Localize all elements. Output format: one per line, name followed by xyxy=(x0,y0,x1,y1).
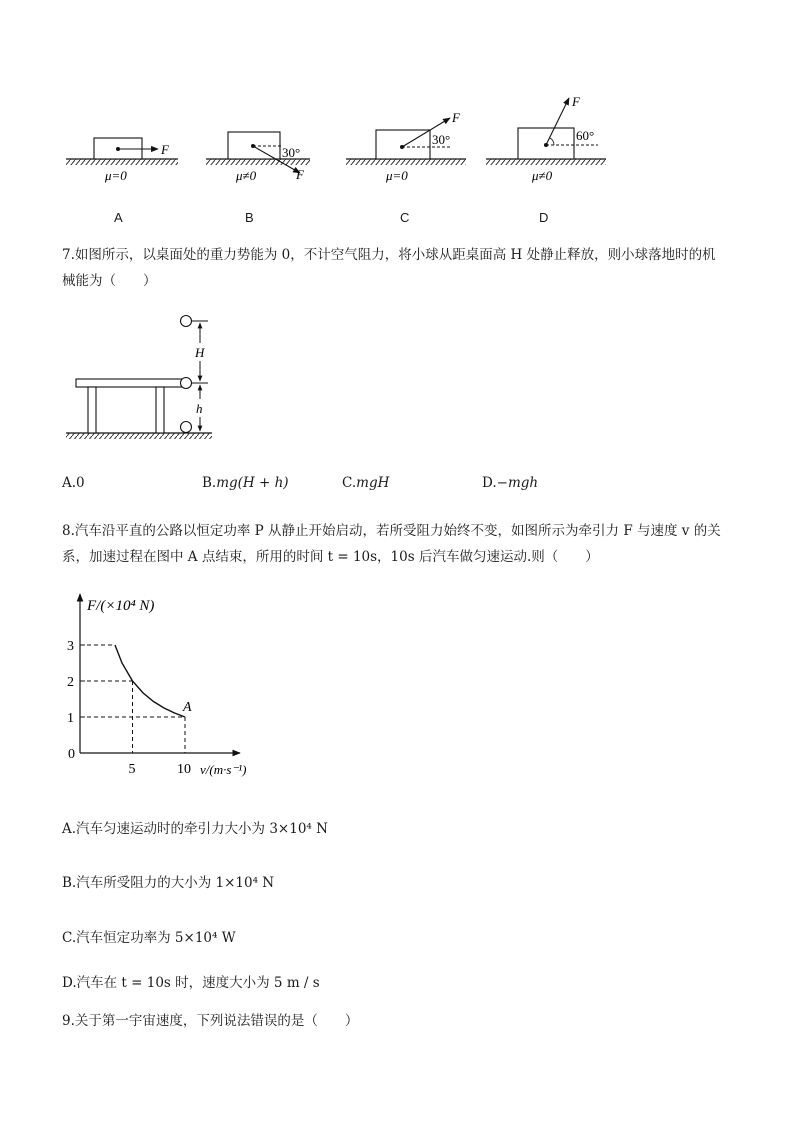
y-axis-label: F/(×10⁴ N) xyxy=(87,598,155,614)
q8-option-b: B.汽车所受阻力的大小为 1×10⁴ N xyxy=(62,875,275,891)
panel-d-force: F xyxy=(572,94,580,109)
y-tick-label: 3 xyxy=(67,639,74,654)
q7-option-c: C.mgH xyxy=(342,475,390,491)
label-h: h xyxy=(196,401,203,416)
x-tick-label: 10 xyxy=(177,762,191,777)
panel-c-force: F xyxy=(452,110,460,125)
x-tick-label: 5 xyxy=(128,762,136,777)
panel-b-mu: μ≠0 xyxy=(236,168,257,183)
panel-b xyxy=(206,132,310,183)
option-label-a: A xyxy=(114,210,123,225)
q7-table-figure xyxy=(62,310,222,440)
q7-option-b: B.mg(H + h) xyxy=(202,475,289,491)
q8-text-line1: 8.汽车沿平直的公路以恒定功率 P 从静止开始启动，若所受阻力始终不变，如图所示为牵引力 F 与速度 v 的关 xyxy=(62,523,721,539)
label-H: H xyxy=(195,345,205,360)
panel-b-angle: 30° xyxy=(282,145,301,160)
y-tick-label: 2 xyxy=(67,675,74,690)
panel-c xyxy=(346,110,466,183)
option-label-b: B xyxy=(245,210,254,225)
panel-d-angle: 60° xyxy=(576,128,595,143)
panel-a-mu: μ=0 xyxy=(105,168,127,183)
q7-option-d: D.−mgh xyxy=(482,475,539,491)
q8-text-line2: 系，加速过程在图中 A 点结束，所用的时间 t = 10s，10s 后汽车做匀速运动.则（ ） xyxy=(62,549,599,565)
panel-d-mu: μ≠0 xyxy=(532,168,553,183)
point-a-label: A xyxy=(183,700,192,715)
panel-b-force: F xyxy=(296,167,304,182)
q7-option-a: A.0 xyxy=(62,475,85,491)
q9-text: 9.关于第一宇宙速度，下列说法错误的是（ ） xyxy=(62,1013,359,1029)
q6-force-diagrams xyxy=(60,88,620,188)
q7-text-line1: 7.如图所示，以桌面处的重力势能为 0，不计空气阻力，将小球从距桌面高 H 处静止释放，则小球落地时的机 xyxy=(62,247,716,263)
q7-text-line2: 械能为（ ） xyxy=(62,273,157,289)
y-tick-label: 1 xyxy=(67,711,74,726)
option-label-c: C xyxy=(400,210,410,225)
panel-c-mu: μ=0 xyxy=(386,168,408,183)
option-label-d: D xyxy=(539,210,549,225)
origin-label: 0 xyxy=(68,747,75,762)
q8-option-d: D.汽车在 t = 10s 时，速度大小为 5 m / s xyxy=(62,975,320,991)
panel-c-angle: 30° xyxy=(432,132,451,147)
q8-option-c: C.汽车恒定功率为 5×10⁴ W xyxy=(62,930,236,946)
q8-option-a: A.汽车匀速运动时的牵引力大小为 3×10⁴ N xyxy=(62,821,328,837)
panel-d xyxy=(486,94,606,183)
panel-a-force: F xyxy=(161,142,169,157)
f-v-chart xyxy=(62,588,282,783)
panel-a xyxy=(66,138,178,183)
x-axis-label: v/(m·s⁻¹) xyxy=(200,762,247,777)
